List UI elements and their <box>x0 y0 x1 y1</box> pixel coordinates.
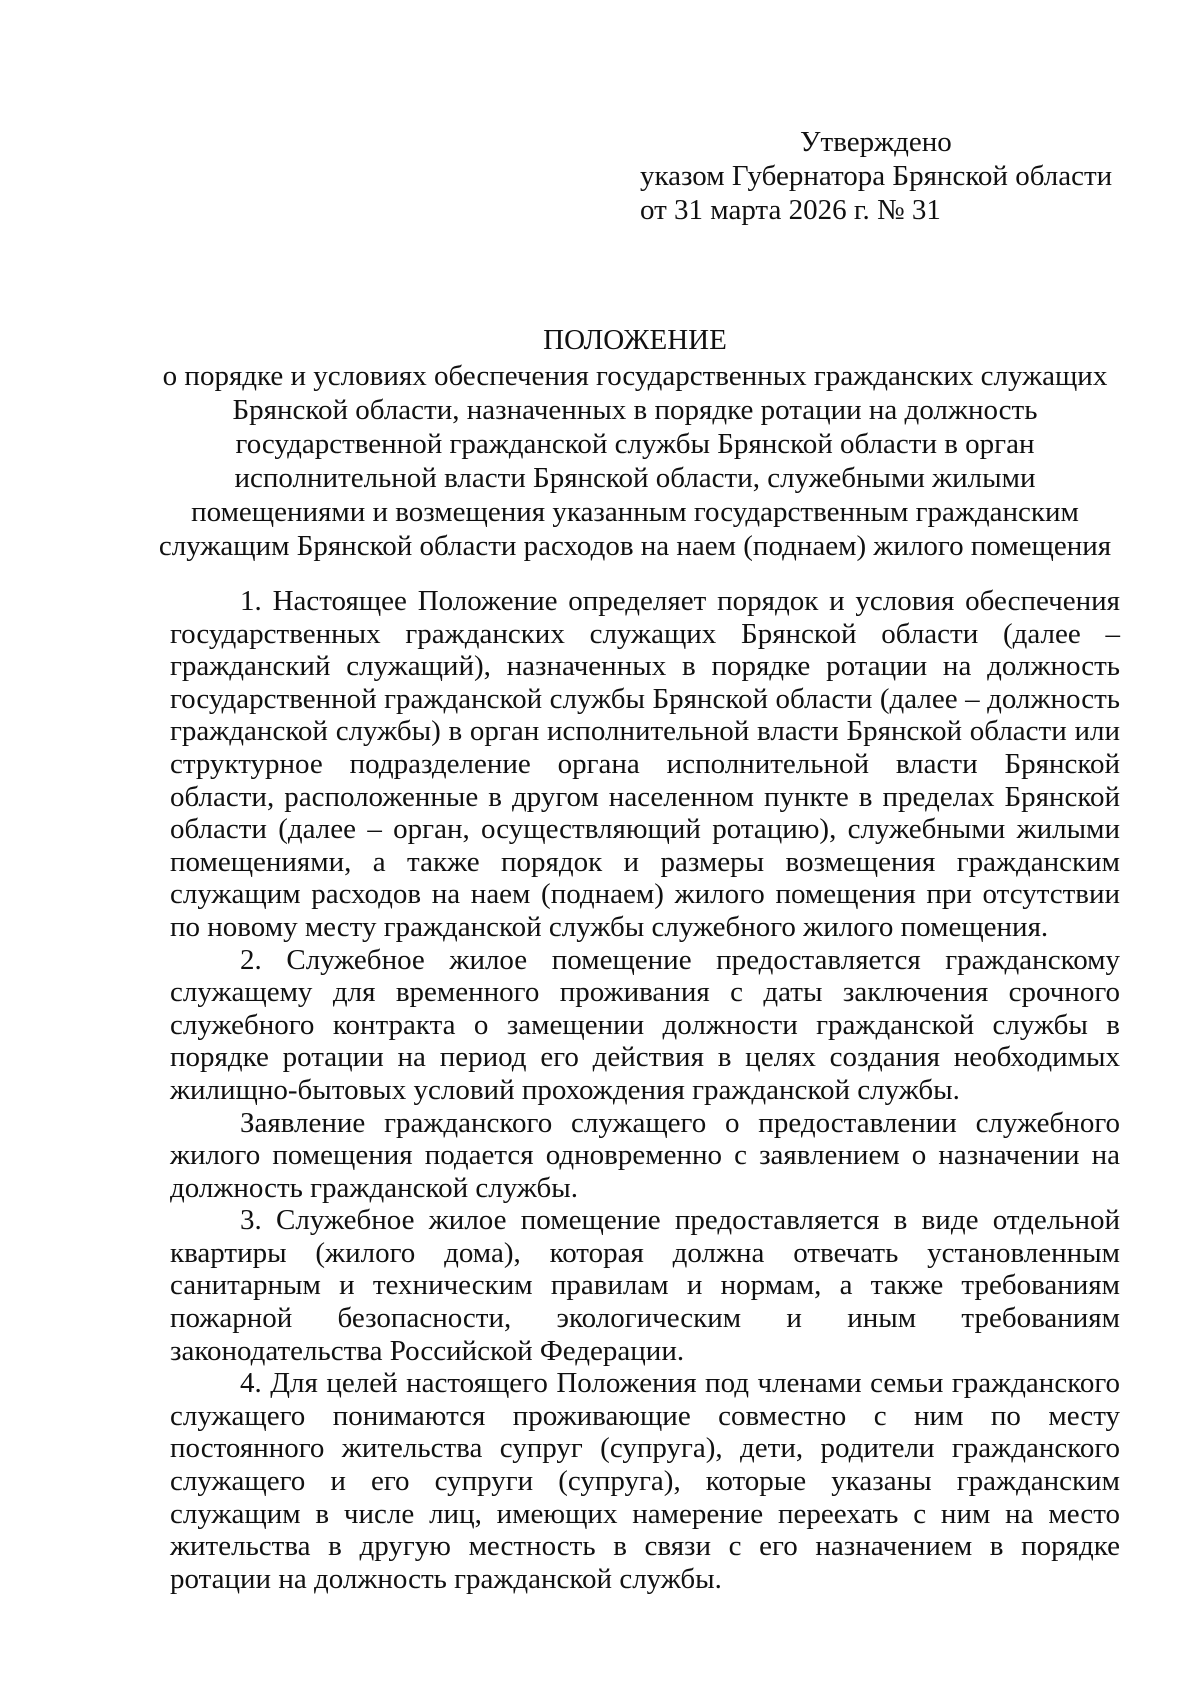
paragraph-3: 3. Служебное жилое помещение предоставляется в виде отдельной квартиры (жилого дома), которая должна отвечать установленным санитарным и техническим правилам и нормам, а также требованиям пожарной безопасности, экологическим и иным требованиям законодательства Российской Федерации. <box>170 1204 1120 1367</box>
approval-decree: указом Губернатора Брянской области <box>640 160 1113 192</box>
title-block <box>150 323 1120 563</box>
document-title: ПОЛОЖЕНИЕ <box>543 324 727 356</box>
paragraph-4: 4. Для целей настоящего Положения под членами семьи гражданского служащего понимаются проживающие совместно с ним по месту постоянного жительства супруг (супруга), дети, родители гражданского служащего и его супруги (супруга), которые указаны гражданским служащим в числе лиц, имеющих намерение переехать с ним на место жительства в другую местность в связи с его назначением в порядке ротации на должность гражданской службы. <box>170 1367 1120 1595</box>
paragraph-1: 1. Настоящее Положение определяет порядок и условия обеспечения государственных гражданских служащих Брянской области (далее – гражданский служащий), назначенных в порядке ротации на должность государственной гражданской службы Брянской области (далее – должность гражданской службы) в орган исполнительной власти Брянской области или структурное подразделение органа исполнительной власти Брянской области, расположенные в другом населенном пункте в пределах Брянской области (далее – орган, осуществляющий ротацию), служебными жилыми помещениями, а также порядок и размеры возмещения гражданским служащим расходов на наем (поднаем) жилого помещения при отсутствии по новому месту гражданской службы служебного жилого помещения. <box>170 585 1120 943</box>
approval-date: от 31 марта 2026 г. № 31 <box>640 194 941 226</box>
approval-stamp <box>640 125 1160 227</box>
document-subtitle: о порядке и условиях обеспечения государственных гражданских служащих Брянской области, назначенных в порядке ротации на должность государственной гражданской службы Брянской области в орган исполнительной власти Брянской области, служебными жилыми помещениями и возмещения указанным государственным гражданским служащим Брянской области расходов на наем (поднаем) жилого помещения <box>158 360 1112 562</box>
paragraph-2: 2. Служебное жилое помещение предоставляется гражданскому служащему для временного проживания с даты заключения срочного служебного контракта о замещении должности гражданской службы в порядке ротации на период его действия в целях создания необходимых жилищно-бытовых условий прохождения гражданской службы. <box>170 943 1120 1106</box>
paragraph-2-application: Заявление гражданского служащего о предоставлении служебного жилого помещения подается одновременно с заявлением о назначении на должность гражданской службы. <box>170 1106 1120 1204</box>
approval-label: Утверждено <box>800 126 952 158</box>
document-body <box>170 585 1120 1595</box>
